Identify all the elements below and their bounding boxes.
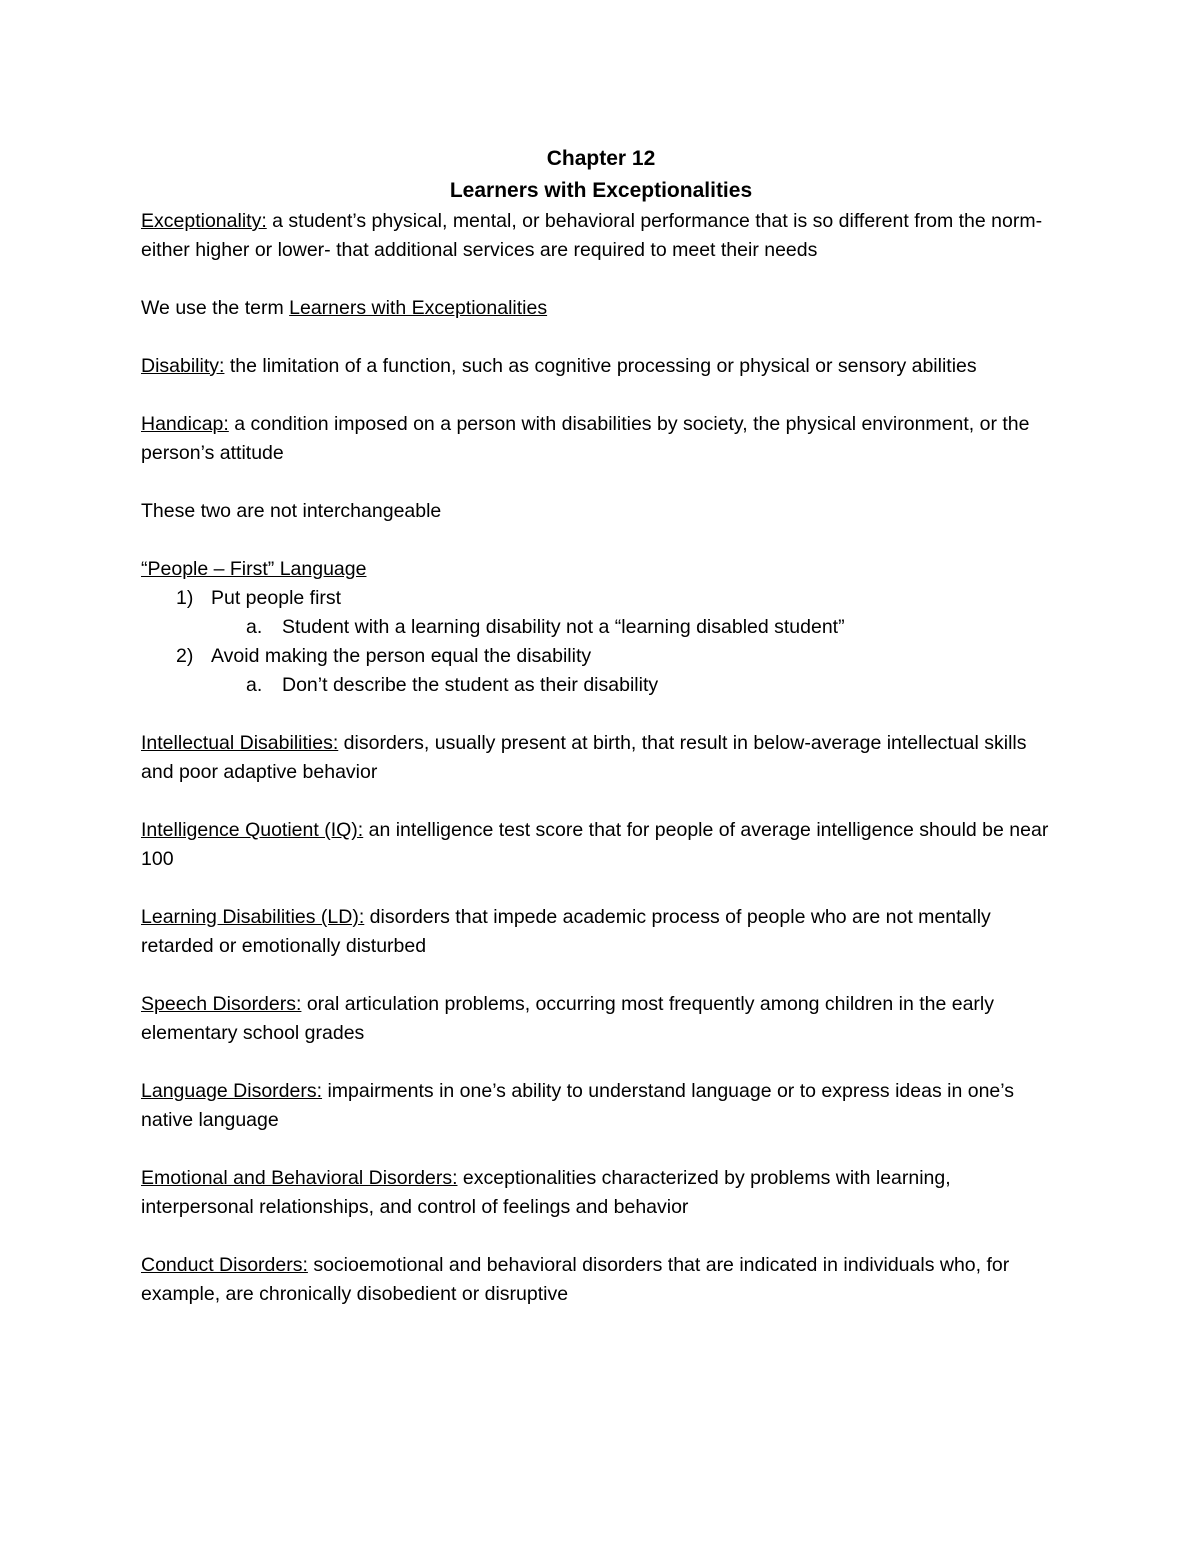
definition-iq (141, 816, 1061, 874)
term-intellectual-disabilities: Intellectual Disabilities: (141, 732, 339, 754)
definition-text: the limitation of a function, such as cognitive processing or physical or sensory abilities (224, 355, 977, 377)
people-first-heading (141, 555, 1061, 584)
usage-prefix: We use the term (141, 297, 290, 319)
definition-disability (141, 352, 1061, 381)
definition-text: oral articulation problems, occurring most frequently among children in the early elementary school grades (141, 993, 995, 1044)
definition-text: an intelligence test score that for people of average intelligence should be near 100 (141, 819, 1049, 870)
definition-intellectual-disabilities (141, 729, 1061, 787)
definition-text: disorders that impede academic process of people who are not mentally retarded or emotionally disturbed (141, 906, 991, 957)
definition-text: a condition imposed on a person with disabilities by society, the physical environment, or the person’s attitude (141, 413, 1030, 464)
term-people-first: “People – First” Language (141, 558, 367, 580)
list-letter: a. (246, 616, 263, 638)
definition-language-disorders (141, 1077, 1061, 1135)
definition-learning-disabilities (141, 903, 1061, 961)
list-number: 1) (176, 587, 194, 609)
interchangeable-note: These two are not interchangeable (141, 500, 442, 522)
list-text: Avoid making the person equal the disability (211, 645, 592, 667)
chapter-title: Learners with Exceptionalities (449, 179, 753, 202)
term-iq: Intelligence Quotient (IQ): (141, 819, 364, 841)
definition-handicap (141, 410, 1061, 468)
list-number: 2) (176, 645, 194, 667)
definition-conduct-disorders (141, 1251, 1061, 1309)
term-learners-with-exceptionalities: Learners with Exceptionalities (289, 297, 548, 319)
term-exceptionality: Exceptionality: (141, 210, 267, 232)
term-learning-disabilities: Learning Disabilities (LD): (141, 906, 365, 928)
definition-speech-disorders (141, 990, 1061, 1048)
list-text: Put people first (211, 587, 342, 609)
chapter-number: Chapter 12 (546, 147, 656, 170)
list-item (141, 584, 1061, 613)
definition-text: a student’s physical, mental, or behavioral performance that is so different from the norm- either higher or lower- that additional services are required to meet their needs (141, 210, 1043, 261)
definition-text: socioemotional and behavioral disorders that are indicated in individuals who, for example, are chronically disobedient or disruptive (141, 1254, 1010, 1305)
term-handicap: Handicap: (141, 413, 229, 435)
list-letter: a. (246, 674, 263, 696)
term-disability: Disability: (141, 355, 225, 377)
document-content (141, 143, 1061, 1338)
list-subtext: Student with a learning disability not a “learning disabled student” (282, 616, 845, 638)
list-subitem (141, 613, 1061, 642)
term-usage-note (141, 294, 1061, 323)
list-subitem (141, 671, 1061, 700)
definition-text: exceptionalities characterized by problems with learning, interpersonal relationships, and control of feelings and behavior (141, 1167, 951, 1218)
definition-exceptionality (141, 207, 1061, 265)
term-language-disorders: Language Disorders: (141, 1080, 323, 1102)
list-item (141, 642, 1061, 671)
term-conduct-disorders: Conduct Disorders: (141, 1254, 308, 1276)
definition-emotional-behavioral-disorders (141, 1164, 1061, 1222)
term-emotional-behavioral-disorders: Emotional and Behavioral Disorders: (141, 1167, 458, 1189)
list-subtext: Don’t describe the student as their disability (282, 674, 659, 696)
definition-text: impairments in one’s ability to understand language or to express ideas in one’s native language (141, 1080, 1014, 1131)
people-first-list (141, 584, 1061, 700)
term-speech-disorders: Speech Disorders: (141, 993, 302, 1015)
definition-text: disorders, usually present at birth, that result in below-average intellectual skills and poor adaptive behavior (141, 732, 1027, 783)
